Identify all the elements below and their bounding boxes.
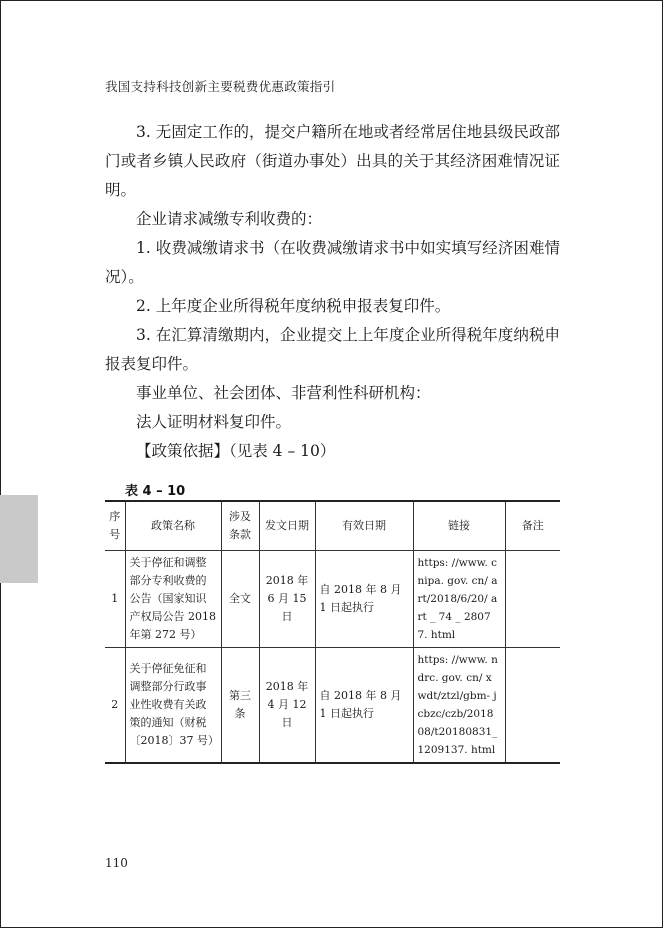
paragraph: 法人证明材料复印件。 bbox=[136, 413, 292, 431]
cell-clause: 第三条 bbox=[221, 648, 259, 764]
cell-effective-date: 自 2018 年 8 月 1 日起执行 bbox=[315, 648, 413, 764]
cell-no: 2 bbox=[105, 648, 125, 764]
header-effective-date: 有效日期 bbox=[315, 501, 413, 551]
cell-name: 关于停征免征和调整部分行政事业性收费有关政策的通知（财税〔2018〕37 号） bbox=[125, 648, 221, 764]
paragraph: 3. 在汇算清缴期内，企业提交上上年度企业所得税年度纳税申报表复印件。 bbox=[105, 326, 560, 373]
table-row bbox=[105, 648, 560, 764]
header-no: 序号 bbox=[105, 501, 125, 551]
cell-no: 1 bbox=[105, 551, 125, 648]
cell-link: https: //www. cnipa. gov. cn/ art/2018/6/20/ art _ 74 _ 28077. html bbox=[413, 551, 505, 648]
cell-remark bbox=[505, 648, 560, 764]
paragraph: 3. 无固定工作的，提交户籍所在地或者经常居住地县级民政部门或者乡镇人民政府（街道办事处）出具的关于其经济困难情况证明。 bbox=[105, 123, 560, 199]
policy-basis-reference: 【政策依据】（见表 4 – 10） bbox=[136, 442, 336, 460]
header-name: 政策名称 bbox=[125, 501, 221, 551]
paragraph: 企业请求减缴专利收费的： bbox=[136, 210, 323, 228]
cell-clause: 全文 bbox=[221, 551, 259, 648]
table-header-row bbox=[105, 501, 560, 551]
cell-link: https: //www. ndrc. gov. cn/ xwdt/ztzl/gbm- jcbzc/czb/2018 08/t20180831_ 1209137. html bbox=[413, 648, 505, 764]
header-remark: 备注 bbox=[505, 501, 560, 551]
header-issue-date: 发文日期 bbox=[259, 501, 315, 551]
paragraph: 1. 收费减缴请求书（在收费减缴请求书中如实填写经济困难情况）。 bbox=[105, 239, 560, 286]
cell-issue-date: 2018 年 4 月 12 日 bbox=[259, 648, 315, 764]
header-clause: 涉及条款 bbox=[221, 501, 259, 551]
header-link: 链接 bbox=[413, 501, 505, 551]
paragraph: 事业单位、社会团体、非营利性科研机构： bbox=[136, 384, 431, 402]
page-number: 110 bbox=[105, 856, 128, 870]
table-row bbox=[105, 551, 560, 648]
policy-table bbox=[105, 500, 560, 764]
cell-issue-date: 2018 年 6 月 15 日 bbox=[259, 551, 315, 648]
running-head: 我国支持科技创新主要税费优惠政策指引 bbox=[105, 79, 336, 94]
cell-name: 关于停征和调整部分专利收费的公告（国家知识产权局公告 2018 年第 272 号） bbox=[125, 551, 221, 648]
paragraph: 2. 上年度企业所得税年度纳税申报表复印件。 bbox=[136, 297, 451, 315]
chapter-side-tab bbox=[0, 495, 38, 583]
body-text bbox=[105, 118, 560, 466]
cell-effective-date: 自 2018 年 8 月 1 日起执行 bbox=[315, 551, 413, 648]
cell-remark bbox=[505, 551, 560, 648]
table-caption: 表 4 – 10 bbox=[125, 484, 186, 499]
